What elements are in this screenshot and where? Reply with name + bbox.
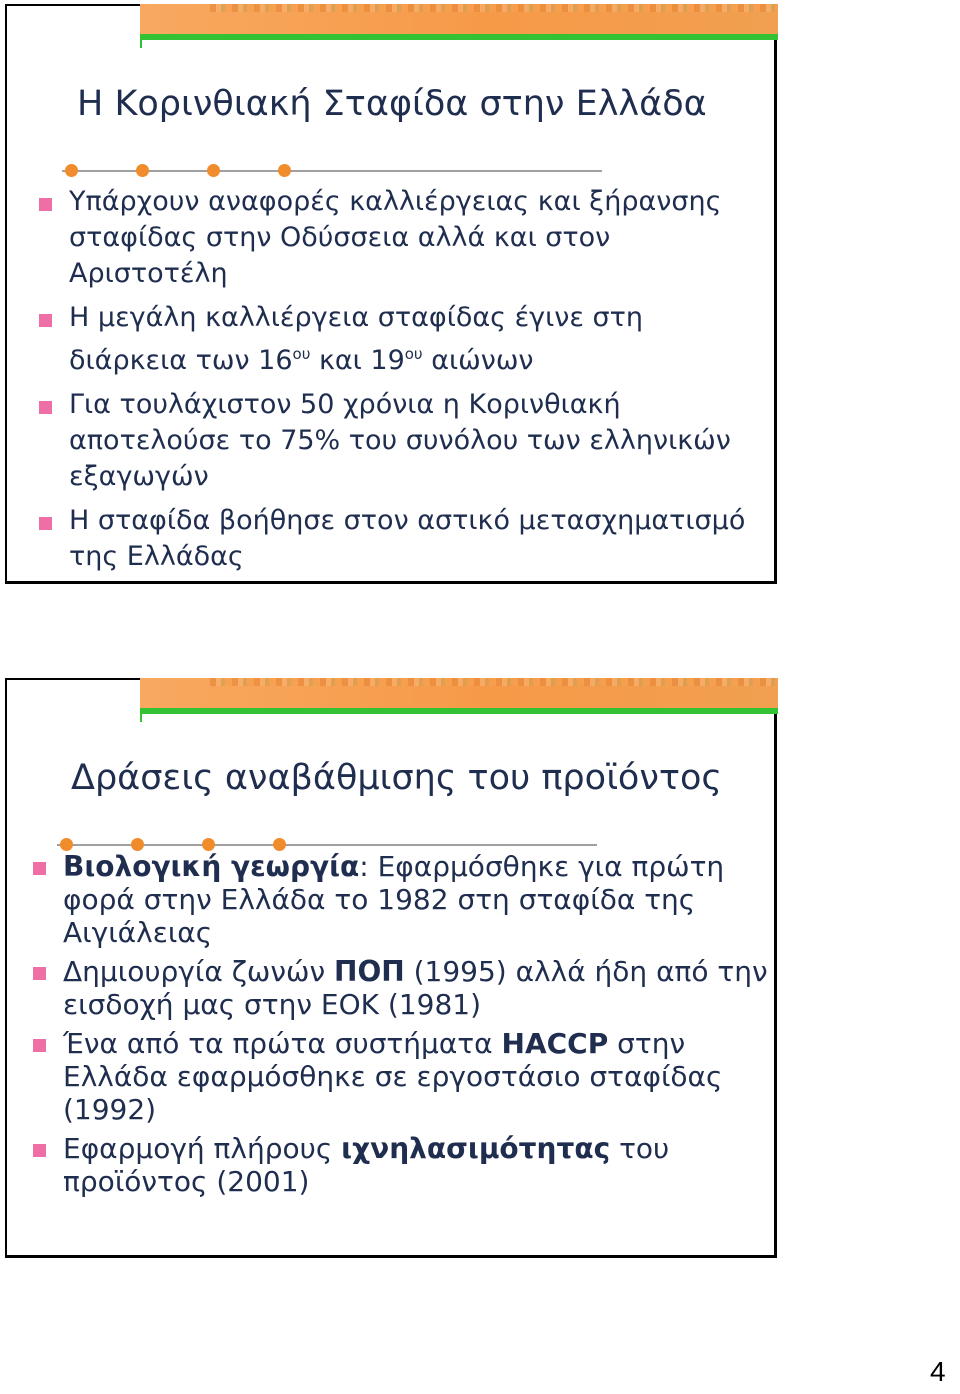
bullet-square-icon (33, 1039, 46, 1052)
bullet-item: Δημιουργία ζωνών ΠΟΠ (1995) αλλά ήδη από την εισδοχή μας στην ΕΟΚ (1981) (33, 955, 775, 1021)
bullet-square-icon (39, 517, 52, 530)
bullet-square-icon (39, 401, 52, 414)
title-divider (62, 170, 602, 172)
bullet-list (39, 184, 759, 583)
bullet-item: Για τουλάχιστον 50 χρόνια η Κορινθιακή αποτελούσε το 75% του συνόλου των ελληνικών εξαγωγών (39, 387, 759, 495)
bullet-item: Η μεγάλη καλλιέργεια σταφίδας έγινε στη διάρκεια των $16^{o\upsilon}$ και $19^{o\upsilon}$ αιώνων (39, 300, 759, 379)
header-green-line (140, 708, 778, 714)
header-orange-bar (140, 4, 778, 34)
header-orange-bar (140, 678, 778, 708)
divider-dot (136, 164, 149, 177)
slide-1 (5, 4, 777, 584)
bullet-square-icon (33, 967, 46, 980)
page-number: 4 (930, 1356, 946, 1387)
bullet-item: Εφαρμογή πλήρους ιχνηλασιμότητας του προϊόντος (2001) (33, 1132, 775, 1198)
bullet-item: Η σταφίδα βοήθησε στον αστικό μετασχηματισμό της Ελλάδας (39, 503, 759, 575)
divider-dot (207, 164, 220, 177)
bullet-item: Υπάρχουν αναφορές καλλιέργειας και ξήρανσης σταφίδας στην Οδύσσεια αλλά και στον Αριστοτέλη (39, 184, 759, 292)
header-green-line (140, 34, 778, 40)
bullet-square-icon (33, 862, 46, 875)
slide-title: Δράσεις αναβάθμισης του προϊόντος (71, 758, 722, 798)
bullet-item: Βιολογική γεωργία: Εφαρμόσθηκε για πρώτη φορά στην Ελλάδα το 1982 στη σταφίδα της Αιγιάλειας (33, 850, 775, 949)
slide-title: Η Κορινθιακή Σταφίδα στην Ελλάδα (77, 84, 707, 124)
bullet-list (33, 850, 775, 1204)
bullet-square-icon (39, 198, 52, 211)
divider-dot (65, 164, 78, 177)
slide-2 (5, 678, 777, 1258)
divider-dot (278, 164, 291, 177)
bullet-square-icon (39, 314, 52, 327)
bullet-item: Ένα από τα πρώτα συστήματα HACCP στην Ελλάδα εφαρμόσθηκε σε εργοστάσιο σταφίδας (1992) (33, 1027, 775, 1126)
bullet-square-icon (33, 1144, 46, 1157)
title-divider (57, 844, 597, 846)
